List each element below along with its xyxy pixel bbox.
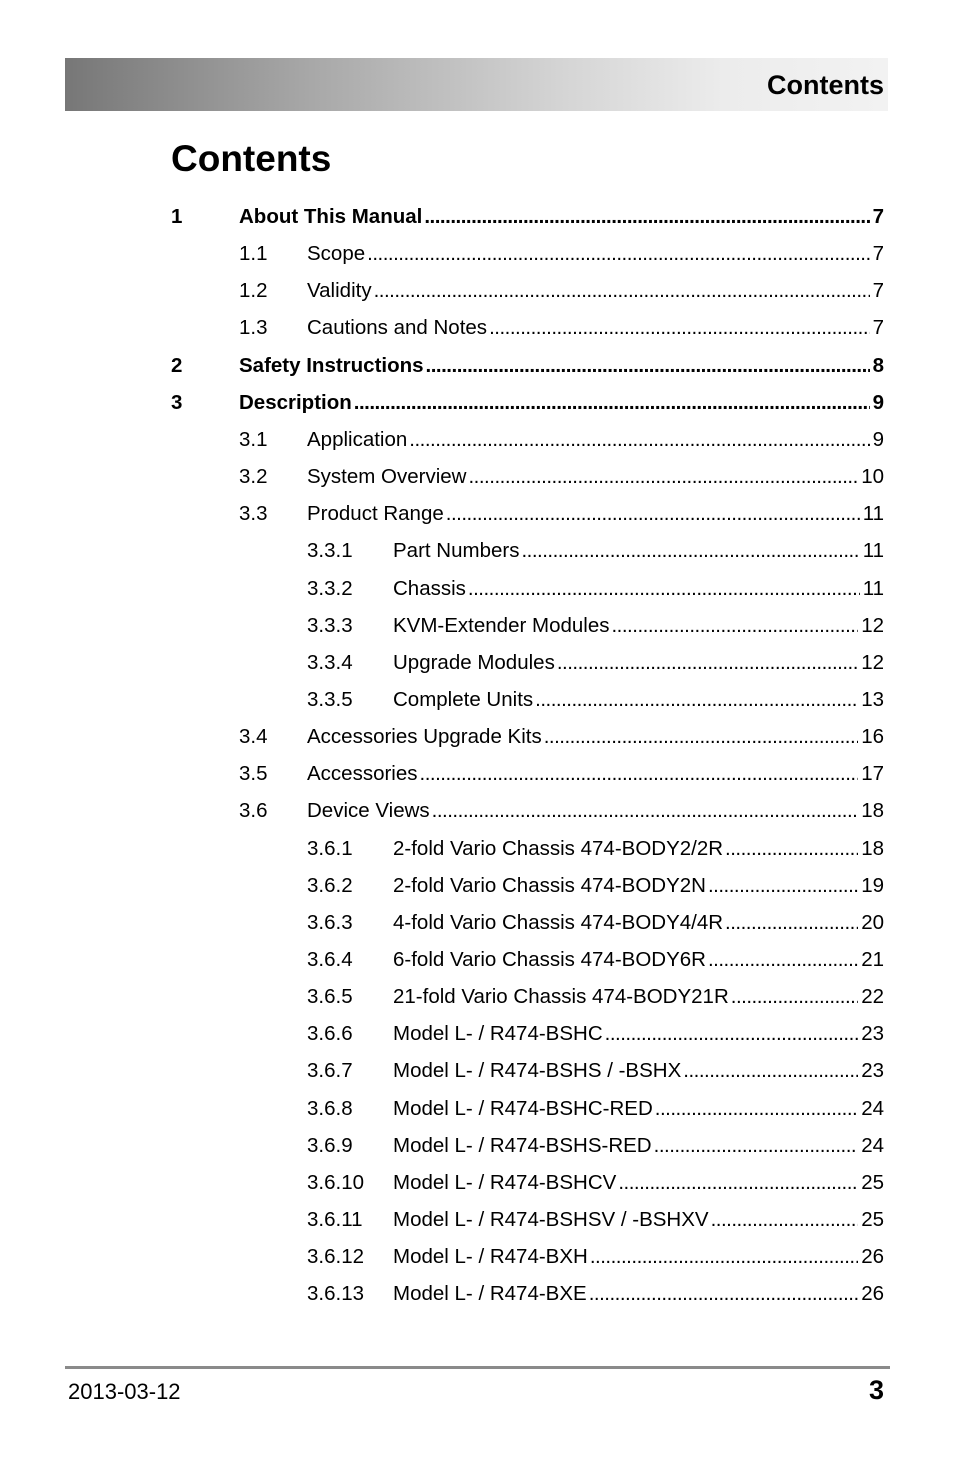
toc-page-number: 25	[861, 1170, 884, 1194]
toc-entry-title[interactable]: Chassis	[393, 576, 466, 600]
footer-page-number: 3	[868, 1375, 884, 1405]
toc-section-number: 3.6.2	[307, 873, 353, 897]
toc-entry[interactable]	[0, 607, 954, 644]
toc-section-number: 1.3	[239, 316, 268, 340]
toc-page-number: 16	[861, 725, 884, 749]
toc-entry-title[interactable]: Model L- / R474-BSHS / -BSHX	[393, 1059, 682, 1083]
toc-entry-title[interactable]: Cautions and Notes	[307, 316, 488, 340]
header-title: Contents	[767, 70, 884, 100]
toc-section-number: 3.4	[239, 725, 268, 749]
toc-page-number: 17	[861, 762, 884, 786]
toc-page-number: 11	[862, 502, 884, 526]
toc-entry[interactable]	[0, 830, 954, 867]
toc-entry-line	[393, 1090, 884, 1127]
toc-entry[interactable]	[0, 1090, 954, 1127]
toc-entry[interactable]	[0, 1052, 954, 1089]
toc-page-number: 9	[872, 390, 884, 414]
toc-page-number: 25	[861, 1208, 884, 1232]
toc-entry[interactable]	[0, 978, 954, 1015]
toc-entry-line	[239, 384, 884, 421]
toc-entry[interactable]	[0, 570, 954, 607]
toc-entry[interactable]	[0, 904, 954, 941]
toc-page-number: 20	[861, 910, 884, 934]
toc-dot-leader	[468, 458, 858, 495]
toc-page-number: 13	[861, 687, 884, 711]
toc-page-number: 24	[861, 1133, 884, 1157]
toc-entry[interactable]	[0, 1015, 954, 1052]
toc-entry-line	[393, 978, 884, 1015]
toc-page-number: 12	[861, 650, 884, 674]
toc-section-number: 3.6.1	[307, 836, 353, 860]
toc-entry-title[interactable]: Validity	[307, 279, 372, 303]
toc-dot-leader	[711, 1201, 859, 1238]
toc-entry-title[interactable]: 4-fold Vario Chassis 474-BODY4/4R	[393, 910, 724, 934]
toc-entry[interactable]	[0, 495, 954, 532]
toc-entry-title[interactable]: Model L- / R474-BSHC-RED	[393, 1096, 653, 1120]
toc-section-number: 3.6.10	[307, 1170, 364, 1194]
toc-entry-title[interactable]: 2-fold Vario Chassis 474-BODY2N	[393, 873, 706, 897]
toc-entry-line	[393, 1275, 884, 1312]
toc-entry-line	[307, 755, 884, 792]
toc-entry-line	[307, 458, 884, 495]
toc-entry-line	[393, 1015, 884, 1052]
toc-entry-line	[393, 1127, 884, 1164]
toc-entry-line	[307, 792, 884, 829]
toc-page-number: 8	[872, 353, 884, 377]
toc-dot-leader	[725, 830, 858, 867]
toc-dot-leader	[489, 309, 870, 346]
footer-rule	[65, 1366, 890, 1369]
toc-page-number: 11	[862, 539, 884, 563]
toc-entry-line	[307, 309, 884, 346]
toc-entry[interactable]	[0, 532, 954, 569]
toc-dot-leader	[424, 198, 869, 235]
toc-section-number: 3.6.6	[307, 1022, 353, 1046]
toc-entry-line	[307, 272, 884, 309]
toc-entry-line	[393, 607, 884, 644]
toc-entry-line	[239, 347, 884, 384]
toc-entry-title[interactable]: Scope	[307, 242, 366, 266]
toc-dot-leader	[590, 1238, 858, 1275]
toc-dot-leader	[683, 1052, 858, 1089]
toc-dot-leader	[468, 570, 860, 607]
toc-entry-title[interactable]: Model L- / R474-BSHS-RED	[393, 1133, 652, 1157]
toc-entry[interactable]	[0, 347, 954, 384]
toc-section-number: 3.6.11	[307, 1208, 363, 1232]
toc-entry[interactable]	[0, 718, 954, 755]
toc-entry[interactable]	[0, 309, 954, 346]
toc-entry-title[interactable]: Safety Instructions	[239, 353, 424, 377]
toc-entry-line	[393, 644, 884, 681]
toc-dot-leader	[557, 644, 858, 681]
toc-entry[interactable]	[0, 421, 954, 458]
toc-entry[interactable]	[0, 755, 954, 792]
toc-section-number: 3.3.2	[307, 576, 353, 600]
toc-page-number: 7	[872, 279, 884, 303]
toc-dot-leader	[618, 1164, 858, 1201]
toc-page-number: 10	[861, 465, 884, 489]
toc-entry-line	[393, 941, 884, 978]
toc-dot-leader	[521, 532, 859, 569]
toc-entry-title[interactable]: Model L- / R474-BSHCV	[393, 1170, 617, 1194]
toc-entry-line	[393, 1052, 884, 1089]
toc-entry[interactable]	[0, 1164, 954, 1201]
toc-entry-title[interactable]: KVM-Extender Modules	[393, 613, 610, 637]
toc-entry-title[interactable]: About This Manual	[239, 205, 423, 228]
toc-entry-title[interactable]: Model L- / R474-BXH	[393, 1245, 588, 1269]
toc-dot-leader	[708, 941, 858, 978]
toc-page-number: 23	[861, 1059, 884, 1083]
toc-section-number: 3.6.7	[307, 1059, 353, 1083]
toc-entry[interactable]	[0, 198, 954, 235]
toc-section-number: 1	[171, 205, 183, 228]
toc-entry-title[interactable]: Device Views	[307, 799, 430, 823]
toc-page-number: 22	[861, 985, 884, 1009]
toc-entry[interactable]	[0, 867, 954, 904]
toc-section-number: 3.3.5	[307, 687, 353, 711]
toc-section-number: 3.3.1	[307, 539, 353, 563]
toc-page-number: 9	[872, 427, 884, 451]
toc-entry[interactable]	[0, 941, 954, 978]
toc-entry-line	[239, 198, 884, 235]
toc-entry[interactable]	[0, 235, 954, 272]
toc-dot-leader	[432, 792, 859, 829]
toc-entry[interactable]	[0, 1127, 954, 1164]
toc-page-number: 18	[861, 799, 884, 823]
toc-section-number: 3.6.13	[307, 1282, 364, 1306]
toc-entry-title[interactable]: 21-fold Vario Chassis 474-BODY21R	[393, 985, 729, 1009]
toc-page-number: 23	[861, 1022, 884, 1046]
toc-dot-leader	[420, 755, 859, 792]
toc-dot-leader	[589, 1275, 858, 1312]
toc-section-number: 3.6.9	[307, 1133, 353, 1157]
toc-dot-leader	[535, 681, 858, 718]
toc-dot-leader	[731, 978, 858, 1015]
toc-section-number: 3.2	[239, 465, 268, 489]
toc-section-number: 2	[171, 353, 183, 377]
toc-page-number: 26	[861, 1282, 884, 1306]
toc-entry-title[interactable]: 6-fold Vario Chassis 474-BODY6R	[393, 948, 706, 971]
toc-dot-leader	[446, 495, 860, 532]
toc-entry-title[interactable]: Upgrade Modules	[393, 650, 555, 674]
toc-entry[interactable]	[0, 644, 954, 681]
toc-entry-line	[393, 570, 884, 607]
toc-entry-line	[393, 1238, 884, 1275]
toc-dot-leader	[409, 421, 869, 458]
toc-section-number: 3.6.3	[307, 910, 353, 934]
toc-section-number: 3	[171, 390, 183, 414]
toc-dot-leader	[708, 867, 858, 904]
toc-page-number: 24	[861, 1096, 884, 1120]
toc-entry-title[interactable]: Product Range	[307, 502, 444, 526]
toc-page-number: 26	[861, 1245, 884, 1269]
toc-section-number: 3.6	[239, 799, 268, 823]
toc-entry[interactable]	[0, 1201, 954, 1238]
toc-page-number: 18	[861, 836, 884, 860]
toc-entry-title[interactable]: Model L- / R474-BSHC	[393, 1022, 603, 1046]
toc-dot-leader	[354, 384, 870, 421]
toc-dot-leader	[367, 235, 869, 272]
toc-entry-line	[393, 532, 884, 569]
toc-entry-title[interactable]: Accessories	[307, 762, 418, 786]
toc-section-number: 3.6.8	[307, 1096, 353, 1120]
header-bar	[65, 58, 888, 111]
toc-section-number: 3.3.4	[307, 650, 353, 674]
toc-page-number: 7	[872, 316, 884, 340]
toc-section-number: 3.6.4	[307, 948, 353, 971]
toc-dot-leader	[544, 718, 858, 755]
toc-dot-leader	[654, 1127, 859, 1164]
toc-section-number: 3.3	[239, 502, 268, 526]
toc-entry[interactable]	[0, 1238, 954, 1275]
toc-entry-title[interactable]: Model L- / R474-BSHSV / -BSHXV	[393, 1208, 709, 1232]
toc-entry-line	[307, 718, 884, 755]
toc-section-number: 3.6.12	[307, 1245, 364, 1269]
toc-section-number: 1.2	[239, 279, 268, 303]
toc-dot-leader	[725, 904, 858, 941]
toc-entry-title[interactable]: 2-fold Vario Chassis 474-BODY2/2R	[393, 836, 724, 860]
toc-entry-line	[307, 235, 884, 272]
page-title: Contents	[171, 138, 332, 179]
toc-entry-line	[393, 830, 884, 867]
toc-section-number: 1.1	[239, 242, 268, 266]
toc-dot-leader	[605, 1015, 859, 1052]
toc-entry[interactable]	[0, 681, 954, 718]
toc-section-number: 3.3.3	[307, 613, 353, 637]
toc-page-number: 7	[872, 242, 884, 266]
toc-page-number: 11	[862, 576, 884, 600]
toc-entry-line	[307, 495, 884, 532]
toc-section-number: 3.6.5	[307, 985, 353, 1009]
toc-page-number: 7	[872, 205, 884, 228]
toc-page-number: 21	[861, 948, 884, 971]
toc-entry-title[interactable]: Application	[307, 427, 408, 451]
toc-entry[interactable]	[0, 272, 954, 309]
toc-entry-line	[393, 867, 884, 904]
toc-section-number: 3.1	[239, 427, 268, 451]
toc-section-number: 3.5	[239, 762, 268, 786]
toc-entry-title[interactable]: Complete Units	[393, 687, 534, 711]
toc-entry-title[interactable]: Model L- / R474-BXE	[393, 1282, 587, 1306]
toc-entry-line	[307, 421, 884, 458]
toc-entry[interactable]	[0, 458, 954, 495]
toc-dot-leader	[655, 1090, 858, 1127]
toc-entry-title[interactable]: Description	[239, 390, 352, 414]
toc-entry-line	[393, 1164, 884, 1201]
toc-dot-leader	[374, 272, 870, 309]
footer-date: 2013-03-12	[68, 1379, 181, 1404]
toc-entry[interactable]	[0, 792, 954, 829]
toc-entry-title[interactable]: Accessories Upgrade Kits	[307, 725, 542, 749]
toc-entry[interactable]	[0, 384, 954, 421]
toc-dot-leader	[611, 607, 858, 644]
toc-page-number: 19	[861, 873, 884, 897]
toc-entry-title[interactable]: Part Numbers	[393, 539, 520, 563]
toc-entry-line	[393, 1201, 884, 1238]
toc-entry-line	[393, 904, 884, 941]
toc-entry-line	[393, 681, 884, 718]
toc-entry[interactable]	[0, 1275, 954, 1312]
toc-dot-leader	[426, 347, 870, 384]
toc-page-number: 12	[861, 613, 884, 637]
toc-entry-title[interactable]: System Overview	[307, 465, 467, 489]
